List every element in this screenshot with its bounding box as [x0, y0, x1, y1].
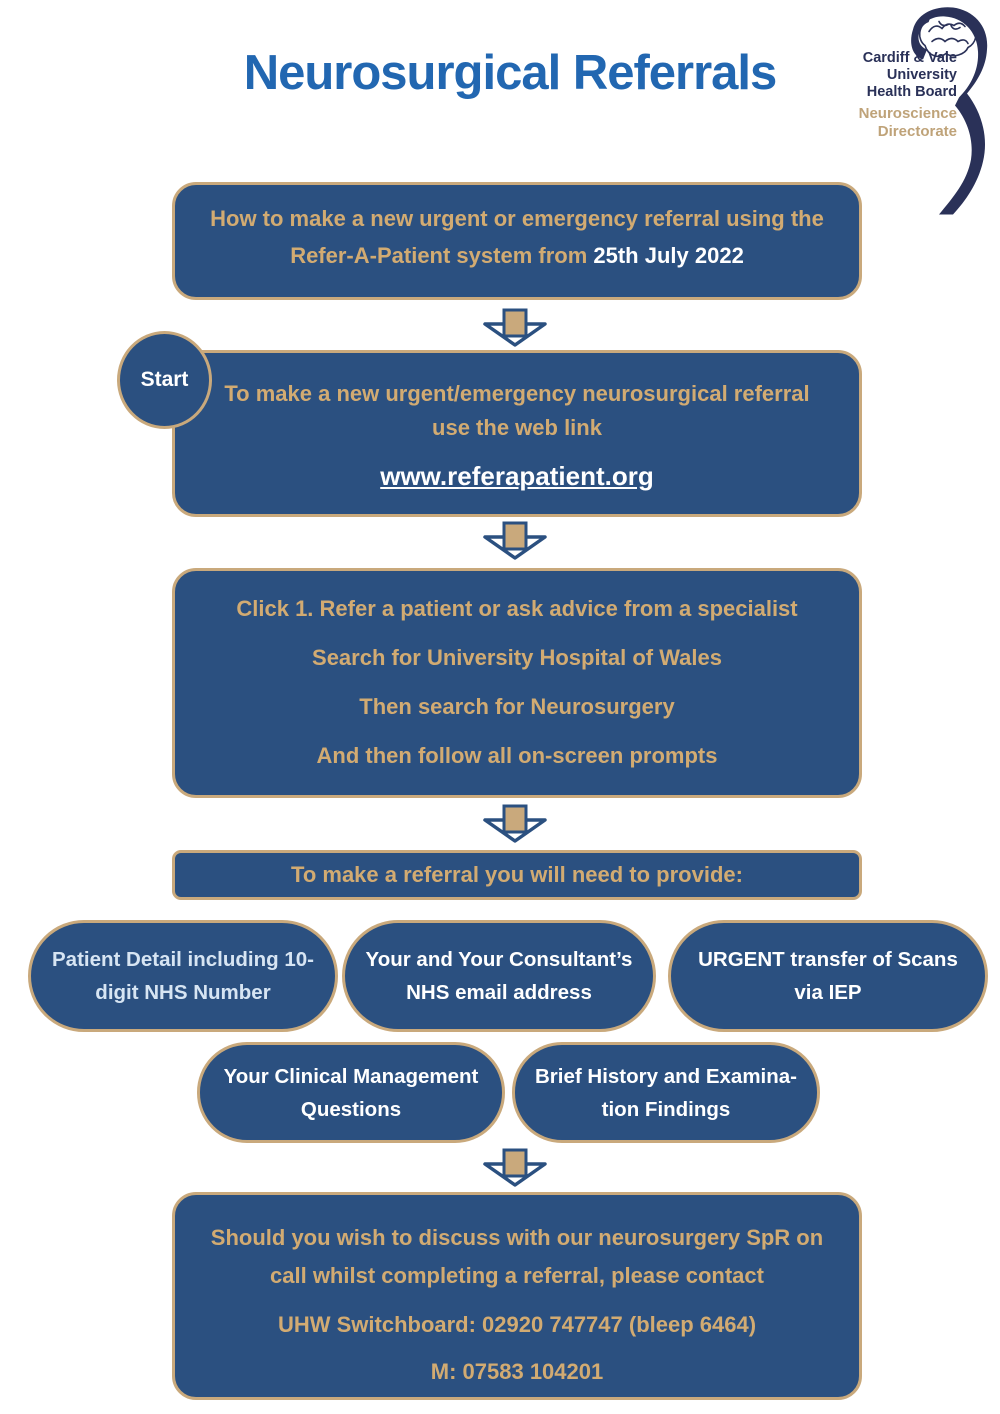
bubble-line: NHS email address [406, 981, 592, 1004]
requirement-bubble-scan-transfer [668, 920, 988, 1032]
logo-org-line: University [886, 67, 957, 83]
start-date: 25th July 2022 [593, 243, 744, 268]
weblink-box [172, 350, 862, 517]
refer-a-patient-link[interactable]: www.referapatient.org [380, 461, 654, 491]
step-line: Search for University Hospital of Wales [312, 645, 722, 670]
page-title: Neurosurgical Referrals [243, 46, 777, 100]
bubble-line: Your Clinical Management [223, 1064, 479, 1088]
intro-box [172, 182, 862, 300]
bubble-line: Brief History and Examina- [534, 1064, 797, 1088]
intro-line2: Refer-A-Patient system from [290, 243, 594, 268]
contact-line: call whilst completing a referral, please contact [270, 1263, 764, 1288]
weblink-line1: To make a new urgent/emergency neurosurgical referral [224, 381, 810, 406]
bubble-line: tion Findings [601, 1097, 731, 1121]
contact-line: Should you wish to discuss with our neurosurgery SpR on [210, 1225, 824, 1250]
bubble-line: Your and Your Consultant’s [365, 948, 633, 971]
weblink-line2: use the web link [432, 415, 602, 440]
bubble-line: via IEP [794, 981, 862, 1004]
logo-dept-line: Directorate [877, 123, 957, 140]
step-line: Click 1. Refer a patient or ask advice from a specialist [236, 596, 798, 621]
requirement-bubble-clinical-questions [197, 1042, 505, 1143]
bubble-line: Patient Detail including 10- [52, 948, 314, 971]
contact-box [172, 1192, 862, 1400]
down-arrow-icon [480, 521, 550, 561]
health-board-logo [835, 0, 1000, 218]
requirement-bubble-history-findings [512, 1042, 820, 1143]
step-line: And then follow all on-screen prompts [316, 743, 718, 768]
steps-box [172, 568, 862, 798]
requirements-header-bar [172, 850, 862, 900]
bubble-line: digit NHS Number [95, 981, 271, 1004]
down-arrow-icon [480, 308, 550, 348]
step-line: Then search for Neurosurgery [359, 694, 675, 719]
down-arrow-icon [480, 1148, 550, 1188]
requirement-bubble-nhs-email [342, 920, 656, 1032]
bubble-line: URGENT transfer of Scans [698, 948, 958, 971]
health-board-name [835, 50, 957, 101]
intro-line1: How to make a new urgent or emergency referral using the [210, 206, 824, 231]
switchboard-number: UHW Switchboard: 02920 747747 (bleep 6464) [277, 1312, 757, 1337]
requirements-header-label: To make a referral you will need to provide: [291, 862, 743, 887]
logo-dept-line: Neuroscience [858, 105, 957, 122]
mobile-number: M: 07583 104201 [430, 1359, 604, 1384]
requirement-bubble-patient-detail [28, 920, 338, 1032]
logo-org-line: Cardiff & Vale [862, 50, 957, 66]
logo-org-line: Health Board [866, 84, 957, 100]
start-badge-label: Start [140, 368, 189, 391]
start-badge [117, 331, 212, 429]
directorate-name [835, 105, 957, 141]
bubble-line: Questions [300, 1097, 402, 1121]
down-arrow-icon [480, 804, 550, 844]
